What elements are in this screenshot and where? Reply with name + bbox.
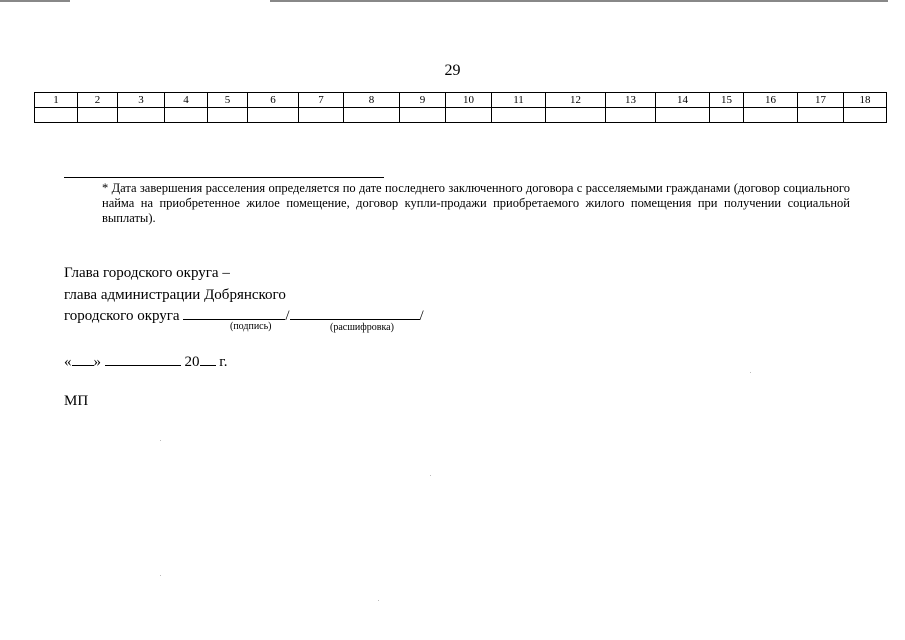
table-header-row — [35, 93, 887, 108]
table-cell — [710, 108, 744, 123]
column-header: 1 — [35, 93, 78, 108]
scan-speck — [378, 600, 379, 601]
column-header: 11 — [492, 93, 546, 108]
table-cell — [118, 108, 165, 123]
column-header: 5 — [208, 93, 248, 108]
scan-speck — [750, 372, 751, 373]
column-header: 17 — [798, 93, 844, 108]
signature-blank — [183, 305, 285, 320]
column-header: 9 — [400, 93, 446, 108]
column-header: 6 — [248, 93, 299, 108]
table-row — [35, 108, 887, 123]
table-cell — [400, 108, 446, 123]
column-header: 13 — [606, 93, 656, 108]
signature-title-line-3: городского округа — [64, 308, 180, 324]
table-cell — [546, 108, 606, 123]
page-number: 29 — [444, 62, 461, 79]
column-header: 12 — [546, 93, 606, 108]
table-cell — [744, 108, 798, 123]
data-table — [34, 92, 887, 123]
date-open-quote: « — [64, 354, 72, 370]
table-cell — [798, 108, 844, 123]
date-close-quote: » — [93, 354, 101, 370]
caption-signature: (подпись) — [230, 321, 272, 332]
month-blank — [105, 351, 181, 366]
column-header: 3 — [118, 93, 165, 108]
column-header: 4 — [165, 93, 208, 108]
stamp-label: МП — [64, 393, 89, 409]
column-header: 10 — [446, 93, 492, 108]
table-cell — [248, 108, 299, 123]
table-cell — [299, 108, 344, 123]
footnote — [64, 181, 850, 226]
column-header: 14 — [656, 93, 710, 108]
separator-end: / — [419, 308, 424, 324]
table-cell — [35, 108, 78, 123]
top-border-mid — [270, 0, 888, 2]
table-cell — [844, 108, 887, 123]
signature-title-line-1: Глава городского округа – — [64, 265, 230, 281]
scan-speck — [160, 440, 161, 441]
date-line — [64, 351, 227, 371]
year-prefix: 20 — [184, 354, 200, 370]
table-cell — [208, 108, 248, 123]
day-blank — [72, 351, 94, 366]
table-cell — [446, 108, 492, 123]
column-header: 16 — [744, 93, 798, 108]
footnote-rule — [64, 177, 384, 178]
table-cell — [344, 108, 400, 123]
top-border-left — [0, 0, 70, 2]
scan-speck — [160, 575, 161, 576]
signature-title-line-2: глава администрации Добрянского — [64, 287, 286, 303]
year-blank — [200, 351, 216, 366]
column-header: 15 — [710, 93, 744, 108]
column-header: 7 — [299, 93, 344, 108]
column-header: 2 — [78, 93, 118, 108]
table-cell — [165, 108, 208, 123]
caption-decode: (расшифровка) — [330, 322, 394, 333]
footnote-text: * Дата завершения расселения определяется по дате последнего заключенного договора с расселяемыми гражданами (договор социального найма на приобретенное жилое помещение, договор купли-продажи приобретаемого жилого помещения при получении социальной выплаты). — [102, 181, 850, 225]
column-header: 18 — [844, 93, 887, 108]
scan-speck — [430, 475, 431, 476]
year-suffix: г. — [219, 354, 228, 370]
table-cell — [656, 108, 710, 123]
table-cell — [606, 108, 656, 123]
separator: / — [285, 308, 290, 324]
table-cell — [492, 108, 546, 123]
column-header: 8 — [344, 93, 400, 108]
table-cell — [78, 108, 118, 123]
decode-blank — [290, 305, 420, 320]
